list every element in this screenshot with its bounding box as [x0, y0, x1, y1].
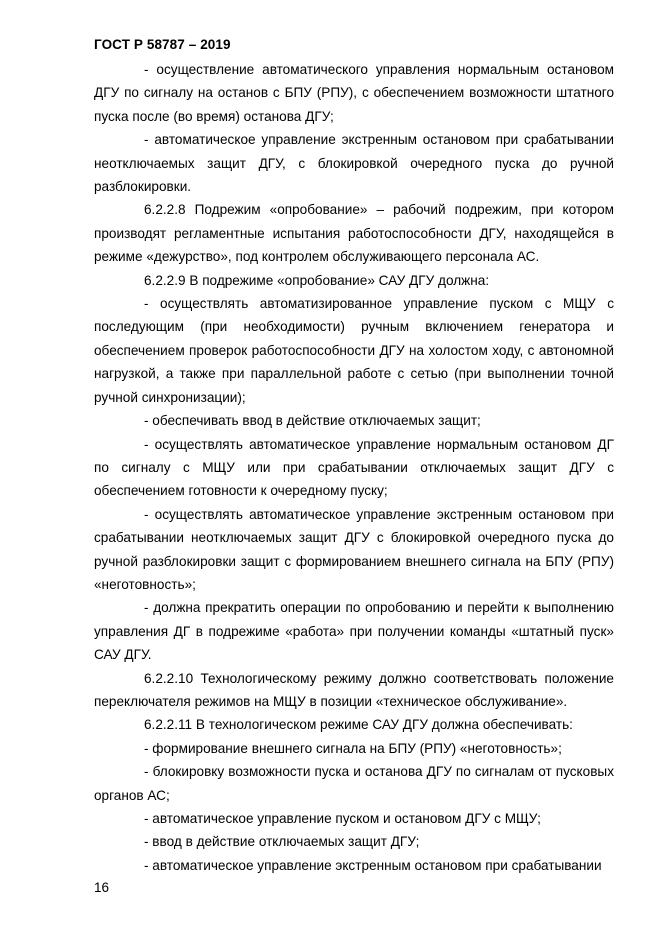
paragraph-9: - должна прекратить операции по опробованию и перейти к выполнению управления ДГ в подрежиме «работа» при получении команды «штатный пуск» САУ ДГУ. — [94, 600, 614, 663]
document-body — [94, 58, 614, 877]
page-number: 16 — [94, 880, 110, 895]
paragraph-11: 6.2.2.11 В технологическом режиме САУ ДГУ должна обеспечивать: — [144, 717, 573, 733]
paragraph-4: 6.2.2.9 В подрежиме «опробование» САУ ДГУ должна: — [144, 272, 490, 288]
paragraph-3: 6.2.2.8 Подрежим «опробование» – рабочий подрежим, при котором производят регламентные испытания работоспособности ДГУ, находящейся в режиме «дежурство», под контролем обслуживающего персонала АС. — [94, 202, 614, 265]
paragraph-5: - осуществлять автоматизированное управление пуском с МЩУ с последующим (при необходимости) ручным включением генератора и обеспечением проверок работоспособности ДГУ на холостом ходу, с автономной нагрузкой, а также при параллельной работе с сетью (при выполнении точной ручной синхронизации); — [94, 296, 614, 405]
paragraph-8: - осуществлять автоматическое управление экстренным остановом при срабатывании неотключаемых защит ДГУ с блокировкой очередного пуска до ручной разблокировки защит с формированием внешнего сигнала на БПУ (РПУ) «неготовность»; — [94, 506, 614, 592]
paragraph-12: - формирование внешнего сигнала на БПУ (РПУ) «неготовность»; — [144, 740, 562, 756]
paragraph-14: - автоматическое управление пуском и остановом ДГУ с МЩУ; — [144, 811, 541, 826]
paragraph-15: - ввод в действие отключаемых защит ДГУ; — [144, 834, 420, 850]
paragraph-16: - автоматическое управление экстренным остановом при срабатывании — [144, 857, 602, 873]
paragraph-7: - осуществлять автоматическое управление нормальным остановом ДГ по сигналу с МЩУ или при срабатывании отключаемых защит ДГУ с обеспечением готовности к очередному пуску; — [94, 436, 614, 499]
paragraph-13: - блокировку возможности пуска и останова ДГУ по сигналам от пусковых органов АС; — [94, 764, 614, 803]
paragraph-1: - осуществление автоматического управления нормальным остановом ДГУ по сигналу на останов с БПУ (РПУ), с обеспечением возможности штатного пуска после (во время) останова ДГУ; — [94, 62, 614, 124]
paragraph-2: - автоматическое управление экстренным остановом при срабатывании неотключаемых защит ДГУ, с блокировкой очередного пуска до ручной разблокировки. — [94, 132, 614, 195]
document-header: ГОСТ Р 58787 – 2019 — [94, 37, 231, 52]
paragraph-6: - обеспечивать ввод в действие отключаемых защит; — [144, 413, 481, 429]
paragraph-10: 6.2.2.10 Технологическому режиму должно соответствовать положение переключателя режимов на МЩУ в позиции «техническое обслуживание». — [94, 670, 614, 709]
